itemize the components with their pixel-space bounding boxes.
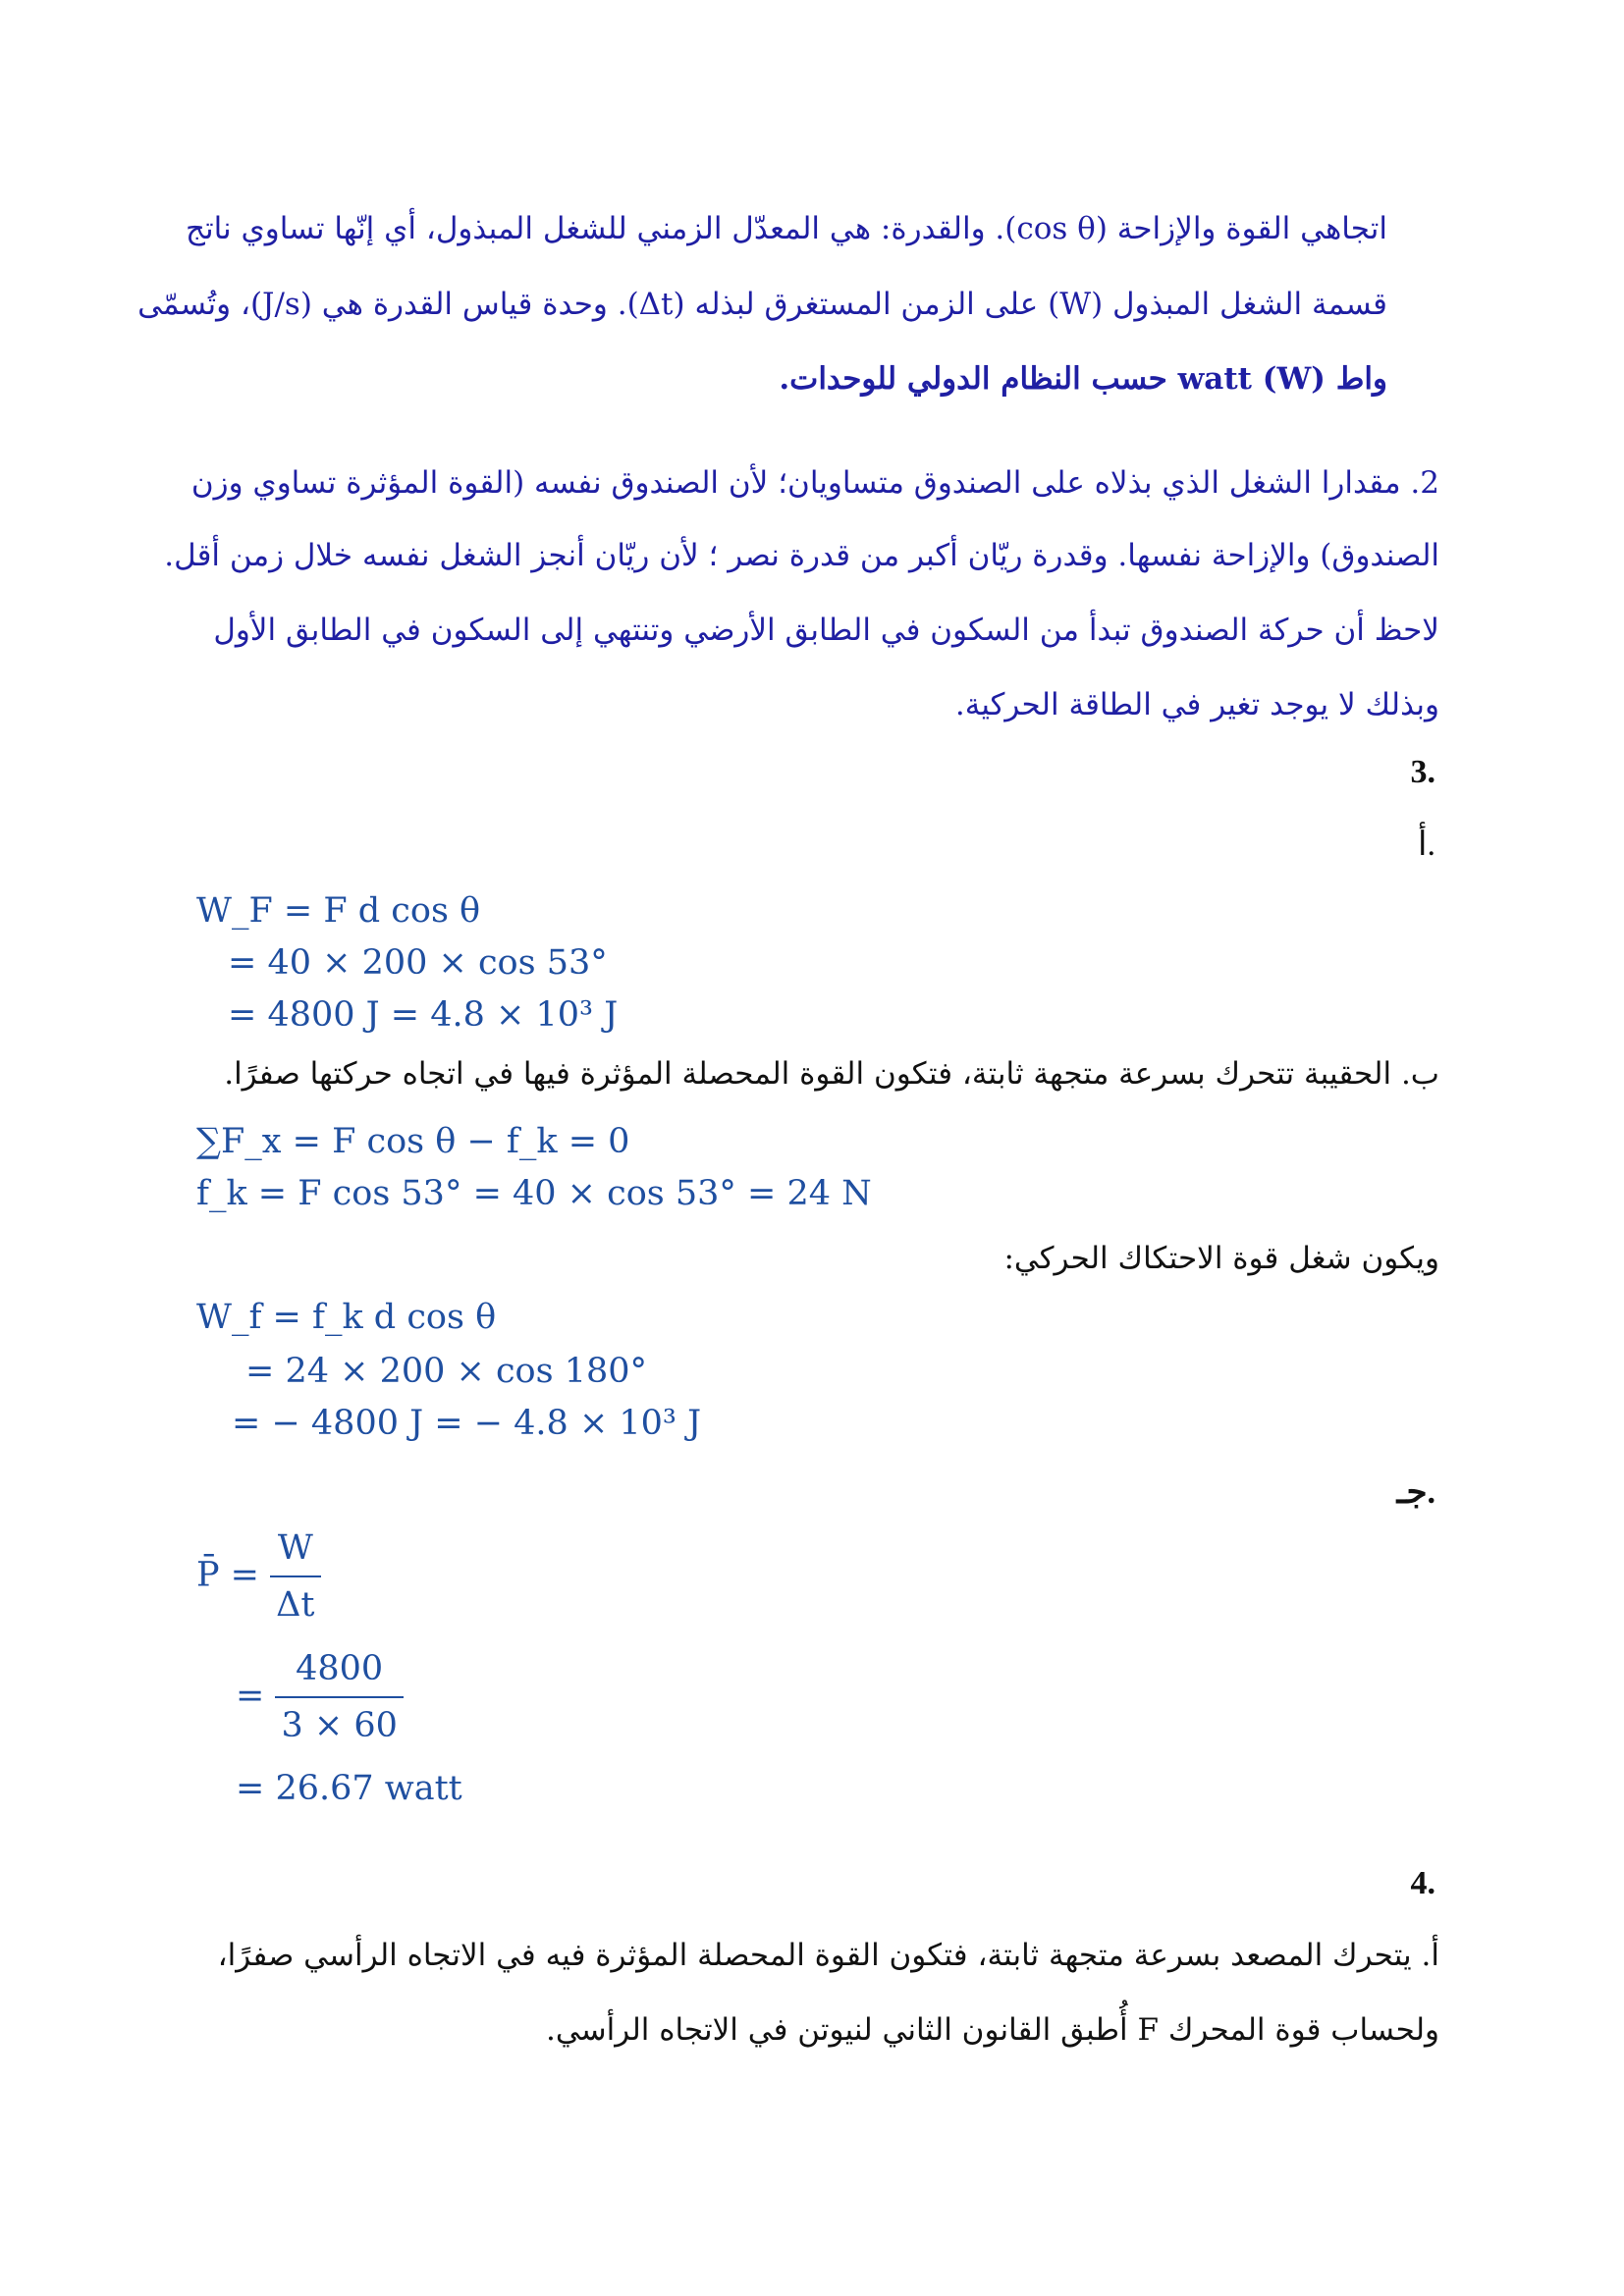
equation-kinetic-friction: f_k = F cos 53° = 40 × cos 53° = 24 N <box>196 1174 872 1213</box>
answer-2-line-3: لاحظ أن حركة الصندوق تبدأ من السكون في الطابق الأرضي وتنتهي إلى السكون في الطابق الأول <box>213 613 1439 648</box>
fraction-numerator: W <box>270 1526 320 1577</box>
fraction-denominator: Δt <box>276 1585 315 1625</box>
equation-work-force: W_F = F d cos θ <box>196 891 481 931</box>
equation-work-result: = 4800 J = 4.8 × 10³ J <box>228 995 619 1035</box>
equation-power-result: = 26.67 watt <box>236 1769 462 1808</box>
paragraph-power-line-3: واط watt (W) حسب النظام الدولي للوحدات. <box>779 361 1387 397</box>
paragraph-power-line-2: قسمة الشغل المبذول (W) على الزمن المستغرق لبذله (Δt). وحدة قياس القدرة هي (J/s)، وتُسمّى <box>137 287 1387 322</box>
equation-friction-work-substitution: = 24 × 200 × cos 180° <box>245 1352 648 1391</box>
question-4-number: .4 <box>1410 1865 1435 1901</box>
fraction-4800-over-180 <box>275 1647 403 1747</box>
answer-4-line-2: ولحساب قوة المحرك F أُطبق القانون الثاني لنيوتن في الاتجاه الرأسي. <box>545 2012 1439 2048</box>
answer-2-line-2: الصندوق) والإزاحة نفسها. وقدرة ريّان أكبر من قدرة نصر ؛ لأن ريّان أنجز الشغل نفسه خلال زمن أقل. <box>164 538 1439 573</box>
part-a-label: .أ <box>1418 827 1435 863</box>
equals-sign: = <box>236 1676 265 1716</box>
equation-average-power <box>196 1526 321 1627</box>
paragraph-power-line-1: اتجاهي القوة والإزاحة (cos θ). والقدرة: هي المعدّل الزمني للشغل المبذول، أي إنّها تساوي ناتج <box>185 211 1387 246</box>
part-b-text: ب. الحقيبة تتحرك بسرعة متجهة ثابتة، فتكون القوة المحصلة المؤثرة فيها في اتجاه حركتها صفرًا. <box>224 1056 1439 1092</box>
equation-work-substitution: = 40 × 200 × cos 53° <box>228 943 608 983</box>
equation-friction-work-result: = − 4800 J = − 4.8 × 10³ J <box>232 1404 702 1443</box>
question-3-number: .3 <box>1410 754 1435 790</box>
equation-net-force-x: ∑F_x = F cos θ − f_k = 0 <box>196 1122 630 1161</box>
equation-friction-work: W_f = f_k d cos θ <box>196 1298 497 1337</box>
fraction-numerator: 4800 <box>275 1647 403 1698</box>
fraction-work-over-time <box>270 1526 320 1627</box>
part-c-label: .جـ <box>1396 1474 1435 1511</box>
answer-2-line-1: 2. مقدارا الشغل الذي بذلاه على الصندوق متساويان؛ لأن الصندوق نفسه (القوة المؤثرة تساوي وزن <box>190 465 1439 501</box>
average-power-symbol: P̄ = <box>196 1555 260 1595</box>
friction-work-text: ويكون شغل قوة الاحتكاك الحركي: <box>1003 1241 1439 1276</box>
answer-2-line-4: وبذلك لا يوجد تغير في الطاقة الحركية. <box>954 687 1439 722</box>
fraction-denominator: 3 × 60 <box>281 1706 398 1745</box>
equation-power-substitution <box>236 1647 404 1747</box>
answer-4-line-1: أ. يتحرك المصعد بسرعة متجهة ثابتة، فتكون القوة المحصلة المؤثرة فيه في الاتجاه الرأسي صفرًا، <box>217 1938 1439 1973</box>
